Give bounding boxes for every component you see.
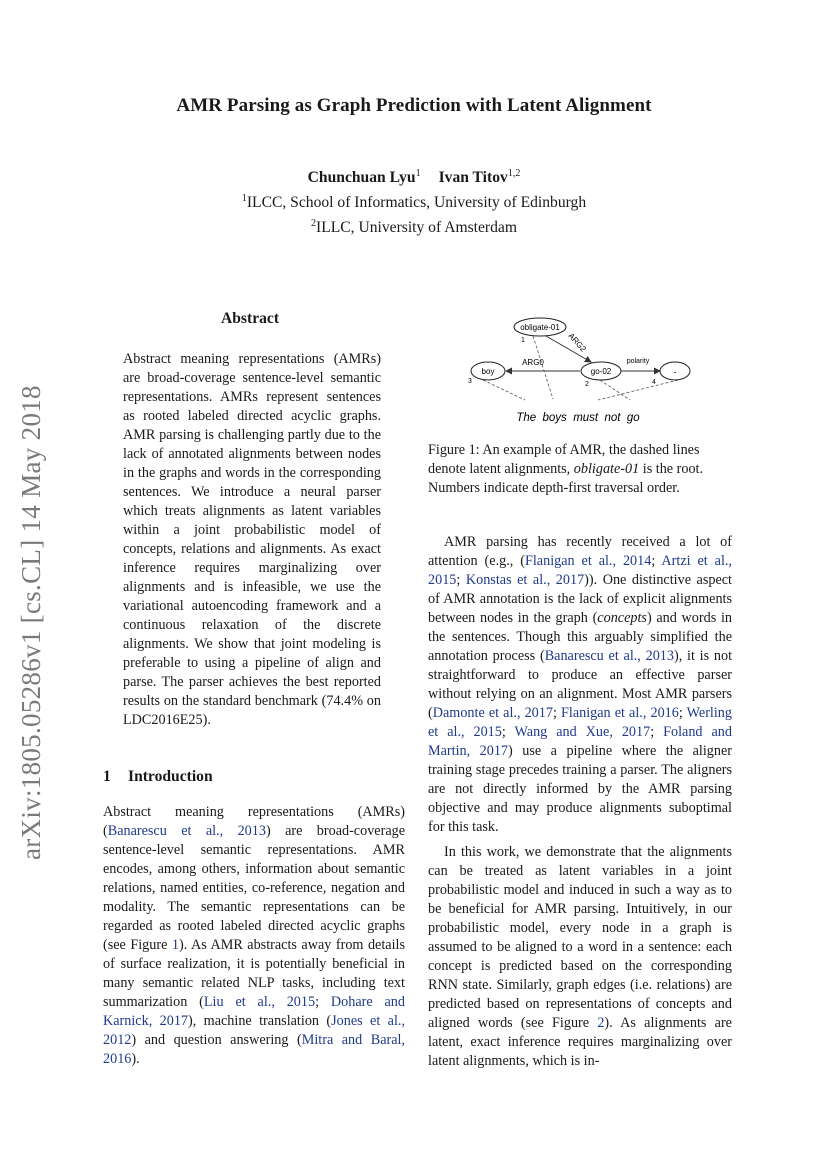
caption-text: Figure 1: An example of AMR, the dashed lines denote latent alignments, <box>428 442 700 477</box>
caption-text: is the root. Numbers indicate depth-first traversal order. <box>428 461 704 496</box>
text-run: In this work, we demonstrate that the alignments can be treated as latent variables in a joint probabilistic model and induced in such a way as to be beneficial for AMR parsing. Intuitively, in our probabilistic model, every node in a graph is assumed to be aligned to a word in a sentence: each concept is predicted based on the corresponding RNN state. Similarly, graph edges (i.e. relations) are predicted based on representations of concepts and aligned words (see Figure <box>428 844 732 1031</box>
section-heading <box>103 768 213 786</box>
citation-link[interactable]: Konstas et al., 2017 <box>465 572 585 588</box>
amr-graph-figure <box>428 300 732 440</box>
text-run: AMR parsing has recently received a lot of attention (e.g., ( <box>428 534 732 569</box>
figure-caption <box>428 441 732 498</box>
text-run: ) and question answering ( <box>131 1032 302 1048</box>
citation-link[interactable]: Mitra and Baral, 2016 <box>103 1032 405 1067</box>
author-name: Chunchuan Lyu <box>307 169 416 187</box>
affiliation-mark: 2 <box>311 218 317 230</box>
citation-link[interactable]: Jones et al., 2012 <box>103 1013 405 1048</box>
citation-link[interactable]: Wang and Xue, 2017 <box>514 724 651 740</box>
author-affiliation-mark: 1,2 <box>507 168 521 179</box>
order-number: 1 <box>521 337 525 344</box>
text-run: ; <box>678 705 687 721</box>
author-affiliation-mark: 1 <box>415 168 421 179</box>
figure-sentence: The boys must not go <box>516 412 640 424</box>
text-run: ; <box>456 572 466 588</box>
order-number: 2 <box>585 381 589 388</box>
affiliation: ILCC, School of Informatics, University of Edinburgh <box>246 194 587 212</box>
node-label: go-02 <box>590 367 612 376</box>
edge-label: ARG2 <box>566 331 588 354</box>
order-number: 3 <box>468 378 472 385</box>
text-run: ), machine translation ( <box>188 1013 332 1029</box>
abstract-heading: Abstract <box>221 310 280 327</box>
figure-ref-link[interactable]: 1 <box>171 937 179 953</box>
node-label: - <box>673 367 677 377</box>
paragraph <box>428 843 732 1071</box>
citation-link[interactable]: Banarescu et al., 2013 <box>107 823 266 839</box>
citation-link[interactable]: Flanigan et al., 2016 <box>560 705 679 721</box>
citation-link[interactable]: Foland and Martin, 2017 <box>428 724 732 759</box>
text-run: Abstract meaning representations (AMRs) ( <box>103 804 405 839</box>
section-title: Introduction <box>128 768 213 785</box>
arxiv-stamp: arXiv:1805.05286v1 [cs.CL] 14 May 2018 <box>16 385 46 860</box>
affiliation-mark: 1 <box>241 193 247 205</box>
paragraph <box>428 533 732 837</box>
caption-italic: obligate-01 <box>573 461 640 477</box>
text-run: ) use a pipeline where the aligner training stage precedes training a parser. The aligners are not directly informed by the AMR parsing objective and may produce alignments suboptimal for this task. <box>428 743 732 835</box>
author-name: Ivan Titov <box>438 169 508 187</box>
text-run: ; <box>315 994 331 1010</box>
text-run: ), it is not straightforward to produce an effective parser without relying on an alignment. Most AMR parsers ( <box>428 648 733 721</box>
author-block <box>0 163 828 239</box>
citation-link[interactable]: Artzi et al., 2015 <box>428 553 732 588</box>
alignment-dashed-line <box>600 380 630 400</box>
intro-paragraph <box>103 803 405 1069</box>
alignment-dashed-line <box>533 336 553 399</box>
text-run: ; <box>501 724 515 740</box>
alignment-dashed-line <box>598 380 678 400</box>
order-number: 4 <box>652 379 656 386</box>
citation-link[interactable]: Damonte et al., 2017 <box>432 705 553 721</box>
abstract-body <box>123 350 381 730</box>
alignment-dashed-line <box>483 380 525 400</box>
affiliation: ILLC, University of Amsterdam <box>316 219 517 237</box>
figure-ref-link[interactable]: 2 <box>597 1015 605 1031</box>
citation-link[interactable]: Werling et al., 2015 <box>428 705 732 740</box>
text-run: ) and words in the sentences. Though this arguably simplified the annotation process ( <box>428 610 732 664</box>
paper-title: AMR Parsing as Graph Prediction with Latent Alignment <box>176 95 652 116</box>
node-label: obligate-01 <box>520 323 560 332</box>
edge-label: ARG0 <box>522 358 544 367</box>
text-run: ; <box>651 553 662 569</box>
italic-term: concepts <box>597 610 647 626</box>
text-run: ). As alignments are latent, exact inference requires marginalizing over latent alignments, which is in- <box>428 1015 732 1069</box>
section-number: 1 <box>103 768 111 785</box>
text-run: ; <box>650 724 664 740</box>
node-label: boy <box>481 367 495 376</box>
text-run: ) are broad-coverage sentence-level semantic representations. AMR encodes, among others, information about semantic relations, named entities, co-reference, negation and modality. The semantic representations can be regarded as rooted labeled directed acyclic graphs (see Figure <box>103 823 406 953</box>
right-column-text <box>428 533 732 1071</box>
edge-label: polarity <box>626 358 650 365</box>
citation-link[interactable]: Dohare and Karnick, 2017 <box>103 994 405 1029</box>
citation-link[interactable]: Banarescu et al., 2013 <box>544 648 674 664</box>
citation-link[interactable]: Liu et al., 2015 <box>203 994 316 1010</box>
citation-link[interactable]: Flanigan et al., 2014 <box>524 553 652 569</box>
text-run: ). As AMR abstracts away from details of surface realization, it is potentially beneficial in many semantic related NLP tasks, including text summarization ( <box>103 937 405 1010</box>
text-run: ). <box>131 1051 140 1067</box>
text-run: )). One distinctive aspect of AMR annotation is the lack of explicit alignments between nodes in the graph ( <box>428 572 732 626</box>
text-run: ; <box>552 705 561 721</box>
abstract-text: Abstract meaning representations (AMRs) are broad-coverage sentence-level semantic representations. AMRs represent sentences as rooted labeled directed acyclic graphs. AMR parsing is challenging partly due to the lack of annotated alignments between nodes in the graphs and words in the corresponding sentences. We introduce a neural parser which treats alignments as latent variables within a joint probabilistic model of concepts, relations and alignments. As exact inference requires marginalizing over alignments and is infeasible, we use the variational autoencoding framework and a continuous relaxation of the discrete alignments. We show that joint modeling is preferable to using a pipeline of align and parse. The parser achieves the best reported results on the standard benchmark (74.4% on LDC2016E25). <box>123 351 381 728</box>
